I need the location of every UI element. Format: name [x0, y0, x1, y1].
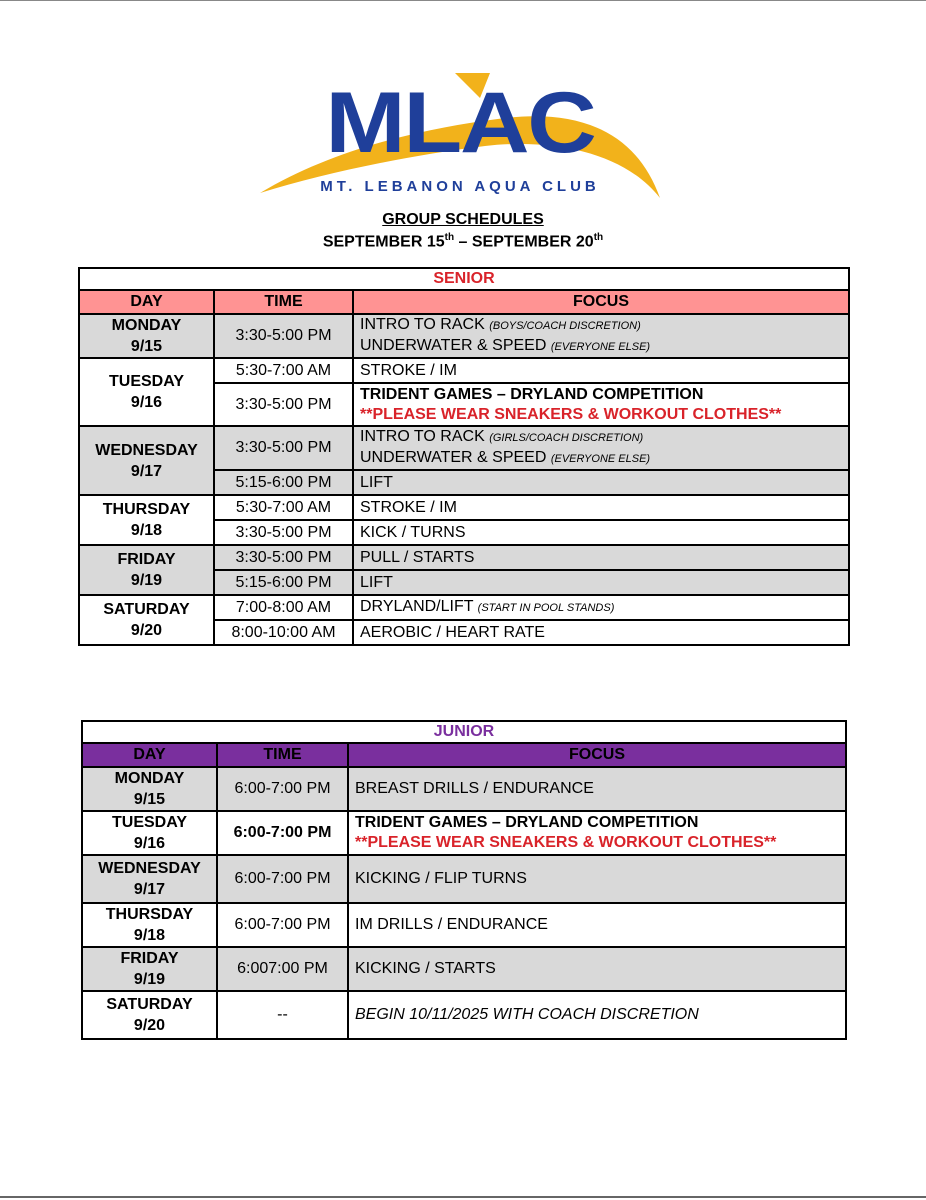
- col-header-focus: FOCUS: [348, 743, 846, 767]
- page-title: GROUP SCHEDULES: [382, 211, 544, 228]
- time-cell: 6:007:00 PM: [217, 947, 348, 991]
- time-cell: 5:30-7:00 AM: [214, 495, 353, 520]
- focus-cell: TRIDENT GAMES – DRYLAND COMPETITION **PLEASE WEAR SNEAKERS & WORKOUT CLOTHES**: [348, 811, 846, 855]
- focus-cell: LIFT: [353, 470, 849, 495]
- time-cell: 7:00-8:00 AM: [214, 595, 353, 620]
- time-cell: 8:00-10:00 AM: [214, 620, 353, 645]
- focus-cell: LIFT: [353, 570, 849, 595]
- focus-cell: INTRO TO RACK (BOYS/COACH DISCRETION) UNDERWATER & SPEED (EVERYONE ELSE): [353, 314, 849, 358]
- focus-cell: STROKE / IM: [353, 358, 849, 383]
- day-cell: MONDAY 9/15: [82, 767, 217, 811]
- focus-cell: KICKING / STARTS: [348, 947, 846, 991]
- table-row: [79, 426, 849, 470]
- col-header-day: DAY: [82, 743, 217, 767]
- table-row: [79, 358, 849, 383]
- day-cell: THURSDAY 9/18: [82, 903, 217, 947]
- date-range: SEPTEMBER 15th – SEPTEMBER 20th: [322, 232, 604, 251]
- table-row: [82, 855, 846, 903]
- table-row: [82, 947, 846, 991]
- col-header-focus: FOCUS: [353, 290, 849, 314]
- time-cell: 3:30-5:00 PM: [214, 383, 353, 426]
- day-cell: TUESDAY 9/16: [82, 811, 217, 855]
- page-bottom-border: [0, 1196, 926, 1198]
- time-cell: 5:15-6:00 PM: [214, 470, 353, 495]
- day-cell: WEDNESDAY 9/17: [79, 426, 214, 495]
- table-row: [82, 811, 846, 855]
- logo-wordmark: MLAC: [325, 75, 595, 171]
- table-row: [82, 903, 846, 947]
- day-cell: THURSDAY 9/18: [79, 495, 214, 545]
- time-cell: 3:30-5:00 PM: [214, 520, 353, 545]
- junior-header-row: [82, 743, 846, 767]
- focus-cell: KICK / TURNS: [353, 520, 849, 545]
- day-cell: SATURDAY 9/20: [79, 595, 214, 645]
- junior-title-row: [82, 721, 846, 743]
- focus-cell: TRIDENT GAMES – DRYLAND COMPETITION **PLEASE WEAR SNEAKERS & WORKOUT CLOTHES**: [353, 383, 849, 426]
- mlac-logo: [255, 68, 665, 203]
- day-cell: SATURDAY 9/20: [82, 991, 217, 1039]
- table-row: [82, 991, 846, 1039]
- junior-schedule-table: [81, 720, 847, 1040]
- table-row: [79, 314, 849, 358]
- time-cell: 3:30-5:00 PM: [214, 314, 353, 358]
- time-cell: --: [217, 991, 348, 1039]
- senior-header-row: [79, 290, 849, 314]
- logo-subtitle: MT. LEBANON AQUA CLUB: [320, 178, 600, 195]
- focus-cell: STROKE / IM: [353, 495, 849, 520]
- focus-cell: AEROBIC / HEART RATE: [353, 620, 849, 645]
- senior-schedule-table: [78, 267, 850, 646]
- time-cell: 3:30-5:00 PM: [214, 545, 353, 570]
- table-row: [79, 595, 849, 620]
- time-cell: 3:30-5:00 PM: [214, 426, 353, 470]
- col-header-time: TIME: [214, 290, 353, 314]
- focus-cell: BREAST DRILLS / ENDURANCE: [348, 767, 846, 811]
- focus-cell: DRYLAND/LIFT (START IN POOL STANDS): [353, 595, 849, 620]
- day-cell: TUESDAY 9/16: [79, 358, 214, 426]
- table-row: [79, 495, 849, 520]
- day-cell: FRIDAY 9/19: [82, 947, 217, 991]
- focus-cell: KICKING / FLIP TURNS: [348, 855, 846, 903]
- focus-cell: IM DRILLS / ENDURANCE: [348, 903, 846, 947]
- time-cell: 6:00-7:00 PM: [217, 855, 348, 903]
- focus-cell: INTRO TO RACK (GIRLS/COACH DISCRETION) UNDERWATER & SPEED (EVERYONE ELSE): [353, 426, 849, 470]
- time-cell: 5:30-7:00 AM: [214, 358, 353, 383]
- col-header-time: TIME: [217, 743, 348, 767]
- day-cell: MONDAY 9/15: [79, 314, 214, 358]
- senior-title: SENIOR: [79, 268, 849, 290]
- senior-title-row: [79, 268, 849, 290]
- page-top-border: [0, 0, 926, 1]
- day-cell: WEDNESDAY 9/17: [82, 855, 217, 903]
- time-cell: 5:15-6:00 PM: [214, 570, 353, 595]
- time-cell: 6:00-7:00 PM: [217, 811, 348, 855]
- table-row: [82, 767, 846, 811]
- col-header-day: DAY: [79, 290, 214, 314]
- focus-cell: PULL / STARTS: [353, 545, 849, 570]
- junior-title: JUNIOR: [82, 721, 846, 743]
- day-cell: FRIDAY 9/19: [79, 545, 214, 595]
- time-cell: 6:00-7:00 PM: [217, 767, 348, 811]
- focus-cell: BEGIN 10/11/2025 WITH COACH DISCRETION: [348, 991, 846, 1039]
- table-row: [79, 545, 849, 570]
- time-cell: 6:00-7:00 PM: [217, 903, 348, 947]
